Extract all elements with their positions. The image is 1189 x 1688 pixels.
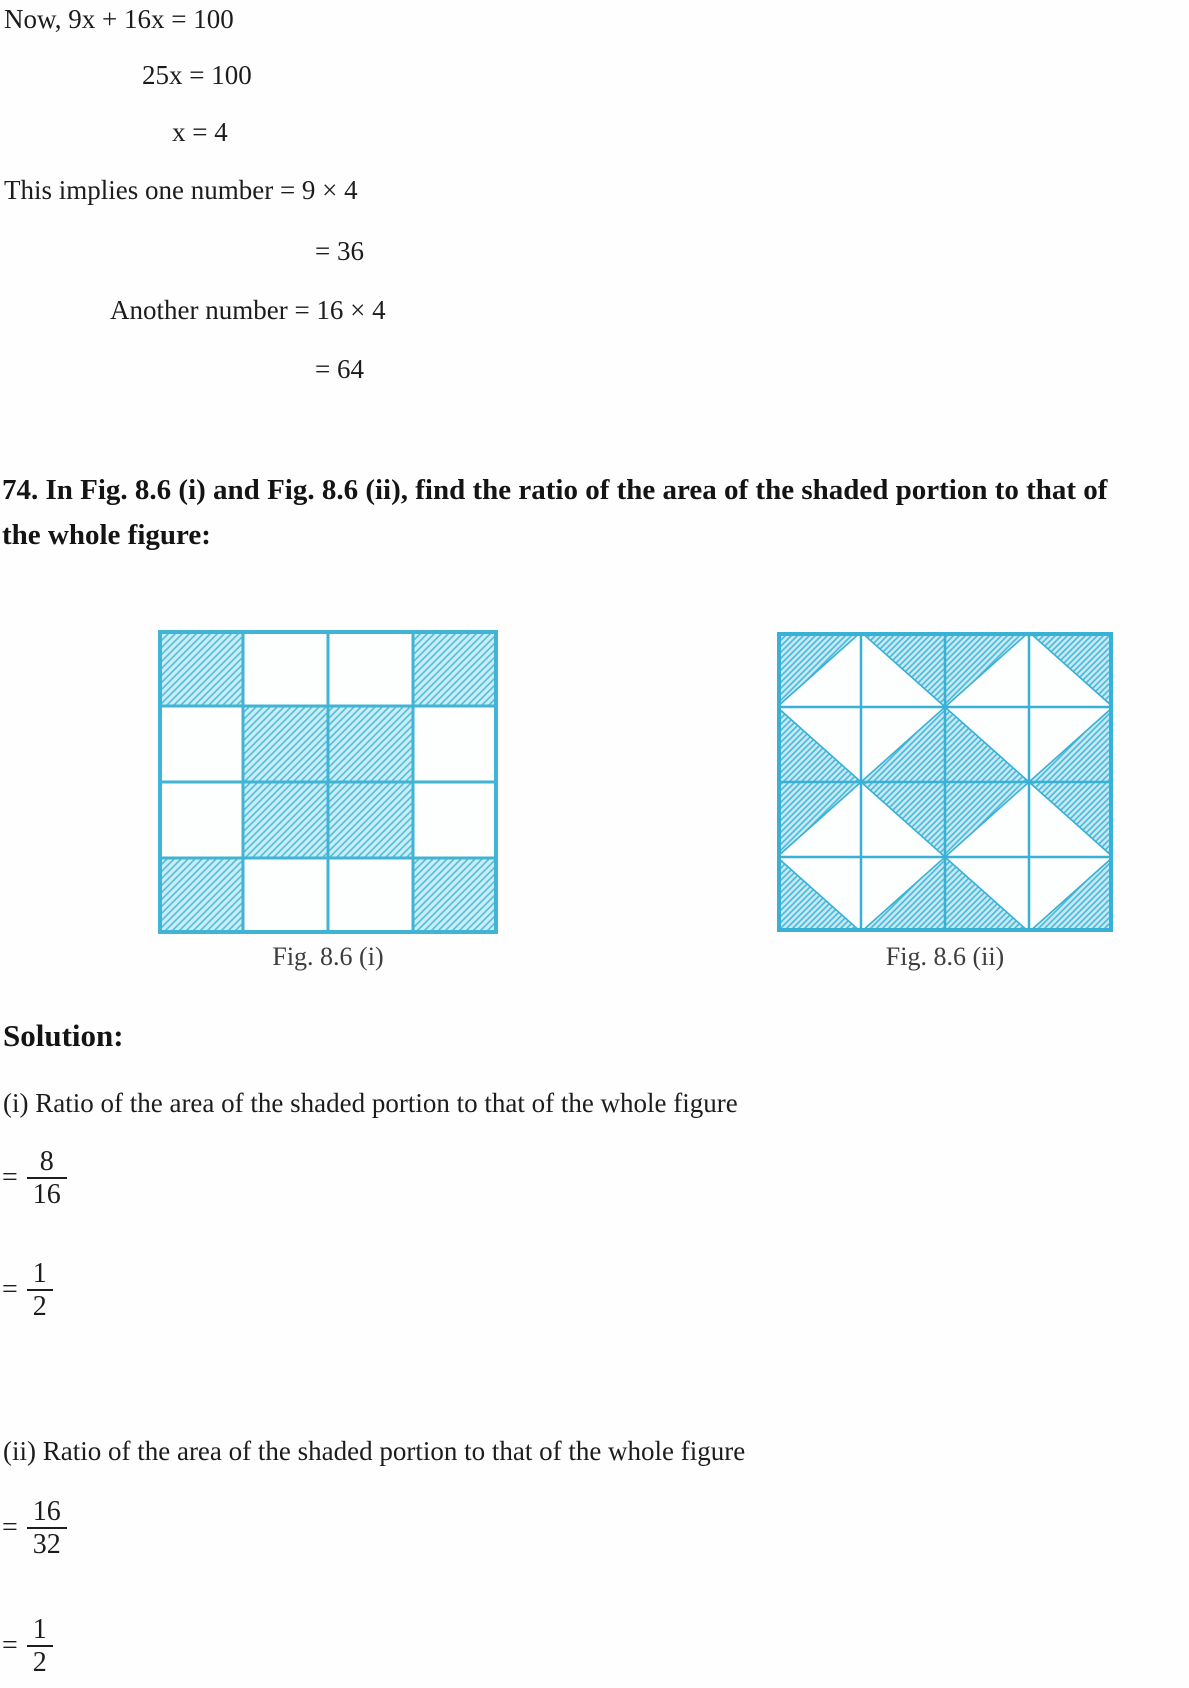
- fraction: [27, 1258, 53, 1323]
- fraction: [27, 1146, 67, 1211]
- fraction: [27, 1496, 67, 1561]
- fraction-1-2: [2, 1258, 53, 1323]
- fraction-16-32: [2, 1496, 67, 1561]
- numerator: 1: [32, 1258, 47, 1289]
- fraction-1-2: [2, 1614, 53, 1679]
- equation-line-1: Now, 9x + 16x = 100: [4, 4, 234, 34]
- equals-sign: =: [2, 1630, 18, 1662]
- denominator: 32: [27, 1527, 67, 1560]
- equation-line-4: This implies one number = 9 × 4: [4, 175, 358, 205]
- equals-sign: =: [2, 1162, 18, 1194]
- denominator: 16: [27, 1177, 67, 1210]
- solution-part-ii-text: (ii) Ratio of the area of the shaded portion to that of the whole figure: [3, 1436, 746, 1466]
- equals-sign: =: [2, 1512, 18, 1544]
- fraction: [27, 1614, 53, 1679]
- equation-line-2: 25x = 100: [142, 60, 252, 90]
- equation-line-5: = 36: [315, 236, 364, 266]
- equation-line-7: = 64: [315, 354, 364, 384]
- numerator: 1: [32, 1614, 47, 1645]
- denominator: 2: [27, 1289, 53, 1322]
- numerator: 16: [32, 1496, 61, 1527]
- equals-sign: =: [2, 1274, 18, 1306]
- question-74-text: 74. In Fig. 8.6 (i) and Fig. 8.6 (ii), find the ratio of the area of the shaded portion to that of the whole figure:: [2, 474, 1108, 551]
- fig-8-6-i-grid: [158, 630, 498, 934]
- equation-line-6: Another number = 16 × 4: [110, 295, 386, 325]
- fig-8-6-ii-caption: Fig. 8.6 (ii): [885, 942, 1005, 971]
- denominator: 2: [27, 1645, 53, 1678]
- equation-line-3: x = 4: [172, 117, 228, 147]
- numerator: 8: [39, 1146, 54, 1177]
- solution-heading: Solution:: [3, 1018, 124, 1053]
- fig-8-6-ii-grid: [777, 632, 1113, 932]
- fig-8-6-i-caption: Fig. 8.6 (i): [272, 942, 384, 971]
- solution-part-i-text: (i) Ratio of the area of the shaded portion to that of the whole figure: [3, 1088, 738, 1118]
- fraction-8-16: [2, 1146, 67, 1211]
